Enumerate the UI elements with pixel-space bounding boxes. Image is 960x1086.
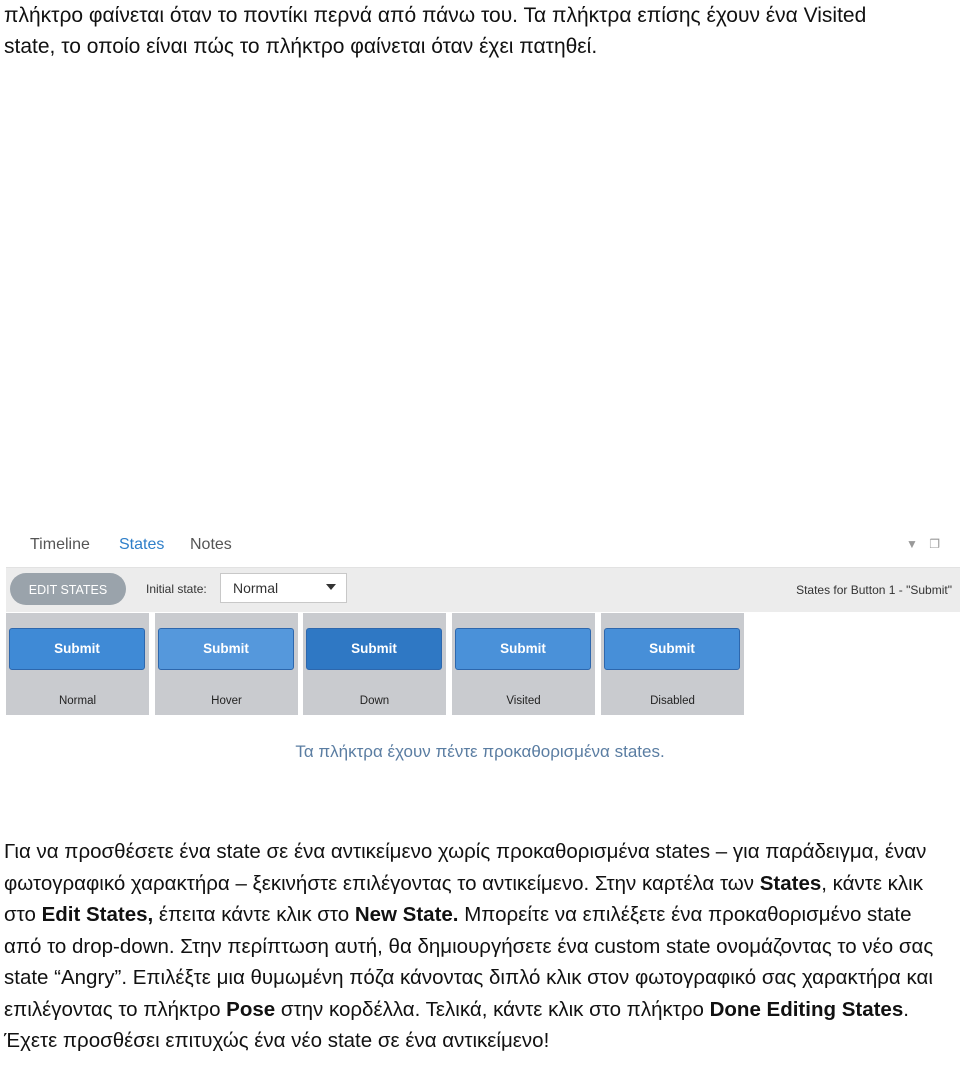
body-paragraph (4, 836, 944, 1057)
initial-state-select[interactable] (220, 573, 347, 603)
para-bold-done-editing: Done Editing States (709, 997, 904, 1021)
para-bold-edit-states: Edit States, (41, 903, 154, 926)
state-card-label: Visited (506, 695, 541, 707)
state-card-label: Hover (211, 695, 242, 707)
intro-paragraph (4, 0, 954, 62)
state-button-preview: Submit (158, 628, 294, 670)
state-card-down[interactable] (303, 613, 446, 715)
state-card-label: Down (359, 695, 390, 707)
restore-window-icon[interactable]: ❐ (929, 537, 940, 551)
panel-window-controls (898, 537, 940, 551)
initial-state-value: Normal (233, 580, 279, 596)
panel-tab-bar (6, 525, 960, 568)
para-text: Μπορείτε να επιλέξετε ένα προκαθορισμένο state από το drop-down. Στην περίπτωση αυτή, θα δημιουργήσετε ένα custom state ονομάζοντας το νέο σας state “Angry”. Επιλέξτε μια θυμωμένη πόζα κάνοντας διπλό κλικ στον φωτογραφικό σας χαρακτήρα και επιλέγοντας το πλήκτρο (4, 903, 934, 1021)
state-card-disabled[interactable] (601, 613, 744, 715)
para-text: . Έχετε προσθέσει επιτυχώς ένα νέο state σε ένα αντικείμενο! (4, 997, 909, 1052)
state-button-preview: Submit (306, 628, 442, 670)
state-card-label: Normal (58, 695, 97, 707)
dropdown-arrow-icon[interactable]: ▼ (906, 537, 918, 551)
state-button-preview: Submit (604, 628, 740, 670)
para-bold-states: States (759, 871, 822, 895)
state-button-preview: Submit (9, 628, 145, 670)
edit-states-button[interactable]: EDIT STATES (10, 573, 126, 605)
state-card-visited[interactable] (452, 613, 595, 715)
chevron-down-icon (326, 584, 336, 590)
state-card-hover[interactable] (155, 613, 298, 715)
intro-line-1: πλήκτρο φαίνεται όταν το ποντίκι περνά από πάνω του. Τα πλήκτρα επίσης έχουν ένα Visited (4, 4, 867, 27)
tab-timeline[interactable]: Timeline (30, 536, 90, 553)
initial-state-label: Initial state: (146, 582, 207, 596)
states-for-label: States for Button 1 - "Submit" (796, 583, 952, 597)
state-card-normal[interactable] (6, 613, 149, 715)
figure-caption: Τα πλήκτρα έχουν πέντε προκαθορισμένα states. (295, 742, 665, 761)
state-button-preview: Submit (455, 628, 591, 670)
tab-states[interactable]: States (119, 536, 165, 553)
tab-notes[interactable]: Notes (190, 536, 232, 553)
para-text: , κάντε κλικ στο (4, 871, 923, 926)
states-panel-screenshot (6, 525, 960, 720)
para-text: στην κορδέλλα. Τελικά, κάντε κλικ στο πλήκτρο (275, 997, 710, 1021)
para-bold-pose: Pose (226, 997, 276, 1021)
para-text: Για να προσθέσετε ένα state σε ένα αντικείμενο χωρίς προκαθορισμένα states – για παράδειγμα, έναν φωτογραφικό χαρακτήρα – ξεκινήστε επιλέγοντας το αντικείμενο. Στην καρτέλα των (4, 840, 927, 895)
para-bold-new-state: New State. (354, 903, 459, 926)
para-text: έπειτα κάντε κλικ στο (153, 903, 355, 926)
states-toolbar (6, 568, 960, 612)
intro-line-2: state, το οποίο είναι πώς το πλήκτρο φαίνεται όταν έχει πατηθεί. (4, 35, 598, 58)
state-card-label: Disabled (650, 695, 695, 707)
